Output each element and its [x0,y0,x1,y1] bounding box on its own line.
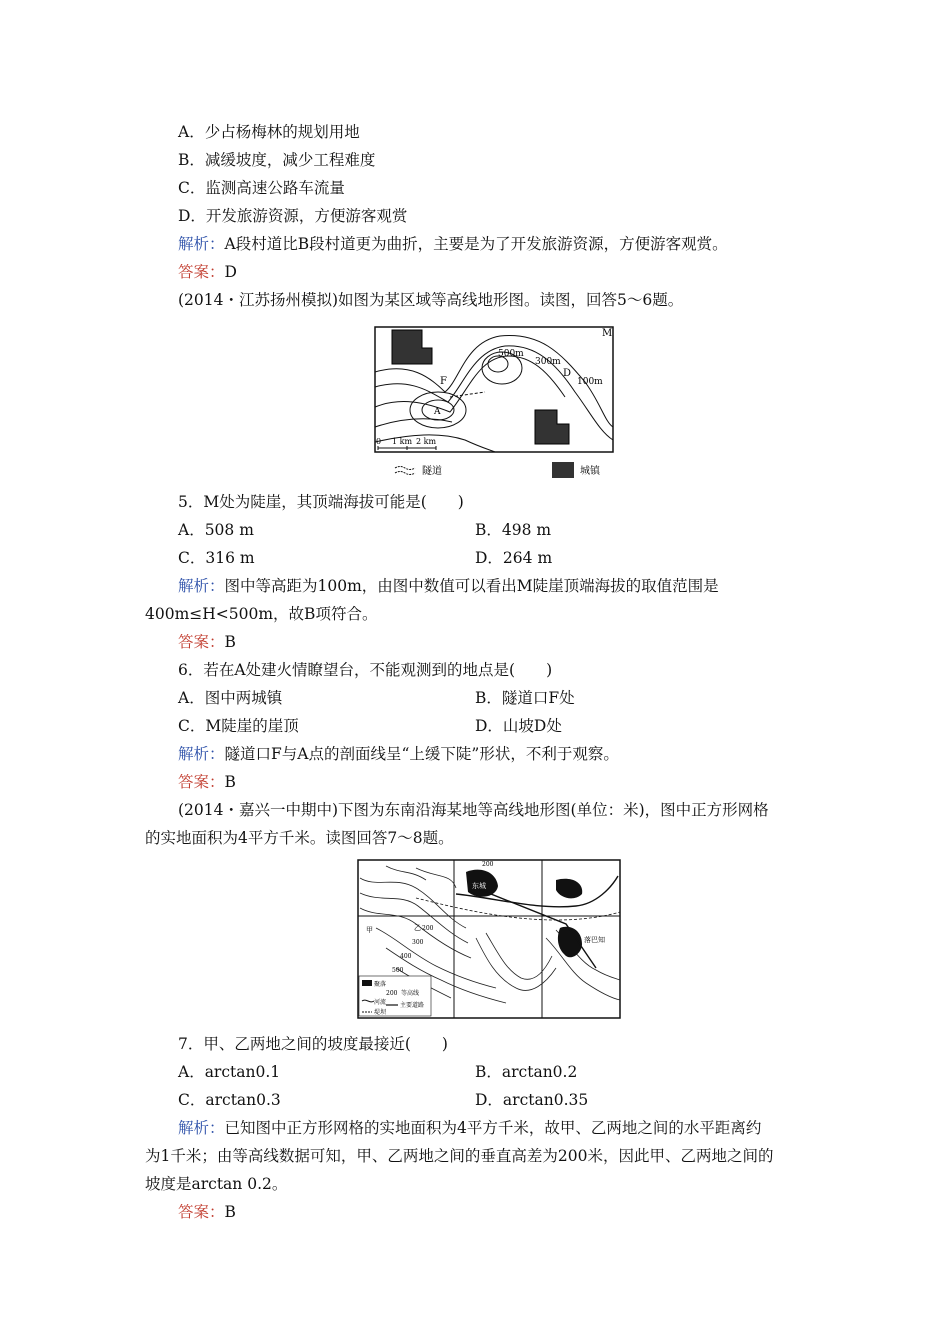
analysis-label: 解析： [178,1119,225,1137]
q5-stem: 5．M处为陡崖，其顶端海拔可能是( ) [178,493,464,511]
q6-option-c: C．M陡崖的崖顶 [178,717,299,735]
q5-option-c: C．316 m [178,549,255,567]
q5-option-a: A．508 m [178,521,254,539]
legend-200: 200 [386,990,398,997]
q6-option-b: B．隧道口F处 [475,689,575,707]
q5-analysis-text-1: 图中等高距为100m，由图中数值可以看出M陡崖顶端海拔的取值范围是 [224,577,719,595]
q7-analysis-2: 为1千米；由等高线数据可知，甲、乙两地之间的垂直高差为200米，因此甲、乙两地之间的 [145,1147,774,1165]
intro-5-6: (2014・江苏扬州模拟)如图为某区域等高线地形图。读图，回答5～6题。 [178,291,684,309]
map2-label-200: 200 [422,925,434,932]
answer-label: 答案： [178,773,225,791]
map2-label-300: 300 [412,939,424,946]
q4-option-d: D．开发旅游资源，方便游客观赏 [178,207,408,225]
map2-label-jia: 甲 [366,926,373,934]
map1-label-100m: 100m [577,377,603,387]
intro-7-8-line-1: (2014・嘉兴一中期中)下图为东南沿海某地等高线地形图(单位：米)，图中正方形网格 [178,801,769,819]
legend-settlement: 聚落 [374,981,387,988]
legend-road: 主要道路 [400,1002,425,1009]
q4-answer [178,262,237,282]
map1-label-300m: 300m [535,357,561,367]
scale-0: 0 [376,437,382,446]
analysis-label: 解析： [178,577,225,595]
map1-label-500m: 500m [498,349,524,359]
intro-7-8-line-2: 的实地面积为4平方千米。读图回答7～8题。 [145,829,454,847]
q7-option-c: C．arctan0.3 [178,1091,281,1109]
q7-answer [178,1202,236,1222]
q6-option-a: A．图中两城镇 [178,689,283,707]
q6-answer-value: B [224,773,236,791]
answer-label: 答案： [178,633,225,651]
scale-2km: 2 km [416,437,437,446]
q7-option-d: D．arctan0.35 [475,1091,589,1109]
legend-tunnel: 隧道 [422,466,442,477]
map2-label-500: 500 [392,967,404,974]
q4-option-b: B．减缓坡度，减少工程难度 [178,151,376,169]
q5-option-d: D．264 m [475,549,553,567]
map1-point-f: F [440,376,447,387]
answer-label: 答案： [178,1203,225,1221]
analysis-label: 解析： [178,235,225,253]
q4-answer-value: D [224,263,237,281]
place-dongcheng: 东城 [472,882,486,890]
map1-point-a: A [434,407,441,417]
q6-answer [178,772,236,792]
q4-option-a: A．少占杨梅林的规划用地 [178,123,360,141]
q5-analysis-2: 400m≤H<500m，故B项符合。 [145,605,378,623]
legend-town: 城镇 [580,466,600,477]
map1-point-d: D [563,368,572,379]
q6-stem: 6．若在A处建火情瞭望台，不能观测到的地点是( ) [178,661,553,679]
map1-point-m: M [602,328,613,339]
map2-label-400: 400 [400,953,412,960]
q4-analysis-text: A段村道比B段村道更为曲折，主要是为了开发旅游资源，方便游客观赏。 [224,235,728,253]
q7-stem: 7．甲、乙两地之间的坡度最接近( ) [178,1035,448,1053]
legend-river: 河流 [374,999,387,1006]
q6-analysis [178,744,619,764]
analysis-label: 解析： [178,745,225,763]
q4-option-c: C．监测高速公路车流量 [178,179,345,197]
q5-answer-value: B [224,633,236,651]
q7-analysis-text-1: 已知图中正方形网格的实地面积为4平方千米，故甲、乙两地之间的水平距离约 [224,1119,762,1137]
q6-option-d: D．山坡D处 [475,717,562,735]
legend-contour: 等高线 [401,990,420,997]
q7-analysis-1 [178,1118,761,1138]
map2-label-200-top: 200 [482,861,494,868]
contour-map-1 [370,322,620,482]
q5-analysis-1 [178,576,719,596]
place-luobazhi: 落巴知 [584,936,605,944]
q6-analysis-text: 隧道口F与A点的剖面线呈“上缓下陡”形状，不利于观察。 [224,745,619,763]
answer-label: 答案： [178,263,225,281]
q5-answer [178,632,236,652]
q7-option-a: A．arctan0.1 [178,1063,281,1081]
q4-analysis [178,234,728,254]
q7-answer-value: B [224,1203,236,1221]
q5-option-b: B．498 m [475,521,552,539]
q7-analysis-3: 坡度是arctan 0.2。 [145,1175,288,1193]
legend-dam: 堤坝 [374,1009,387,1016]
map2-label-yi: 乙 [414,924,421,932]
q7-option-b: B．arctan0.2 [475,1063,578,1081]
scale-1km: 1 km [392,437,413,446]
contour-map-2 [356,858,622,1022]
